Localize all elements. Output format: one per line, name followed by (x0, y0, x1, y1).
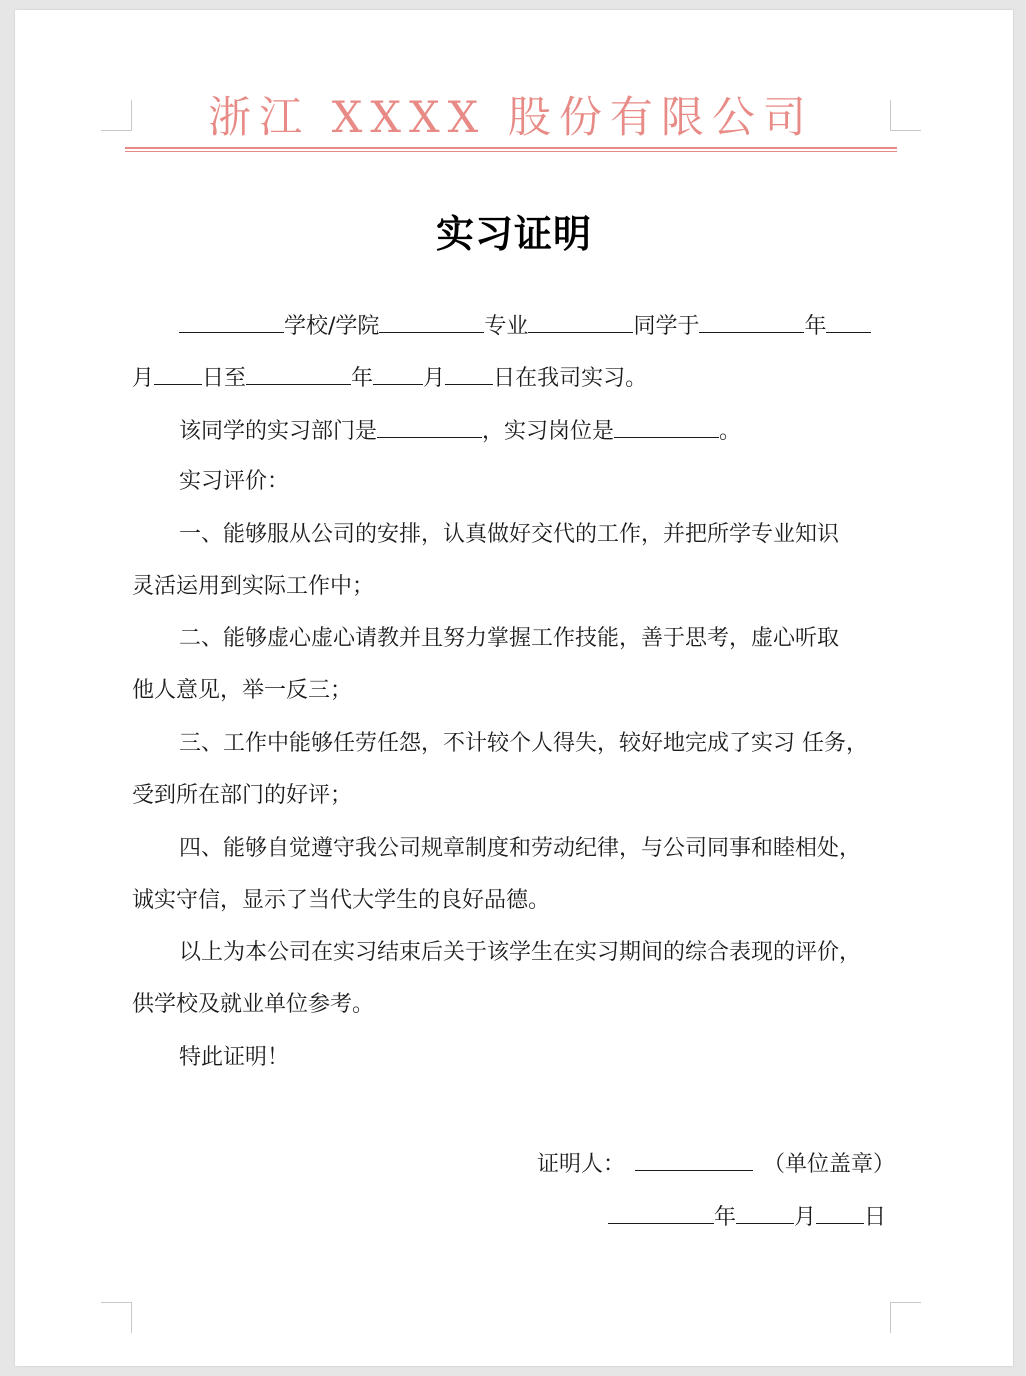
margin-mark-bottom-right (890, 1302, 921, 1333)
letterhead-rule-thick (125, 147, 897, 149)
internship-ending: 日在我司实习。 (493, 366, 648, 391)
dept-label: 该同学的实习部门是 (179, 419, 378, 444)
school-label: 学校/学院 (284, 314, 380, 339)
item-1-line-2: 灵活运用到实际工作中； (132, 574, 375, 599)
paragraph-2-end: 。 (719, 419, 742, 444)
paragraph-1-line-1 (179, 310, 871, 342)
paragraph-1-line-2 (132, 362, 647, 394)
item-3-line-1: 三、工作中能够任劳任怨，不计较个人得失，较好地完成了实习 任务， (179, 731, 868, 756)
item-1-line-1: 一、能够服从公司的安排，认真做好交代的工作，并把所学专业知识 (179, 522, 840, 547)
closing-statement: 特此证明！ (179, 1045, 290, 1070)
start-year-blank[interactable] (699, 310, 804, 333)
item-3-line-2: 受到所在部门的好评； (132, 783, 353, 808)
end-year-blank[interactable] (246, 362, 351, 385)
item-2-line-2: 他人意见，举一反三； (132, 678, 353, 703)
school-blank[interactable] (179, 310, 284, 333)
end-day-blank[interactable] (445, 362, 493, 385)
sign-year-label: 年 (714, 1205, 737, 1230)
day-to-label: 日至 (202, 366, 247, 391)
dept-blank[interactable] (377, 415, 482, 438)
item-4-line-2: 诚实守信，显示了当代大学生的良好品德。 (132, 888, 551, 913)
start-month-label: 月 (132, 366, 155, 391)
end-year-label: 年 (351, 366, 374, 391)
start-day-blank[interactable] (154, 362, 202, 385)
company-letterhead: 浙江 XXXX 股份有限公司 (208, 93, 814, 143)
sign-day-blank[interactable] (816, 1201, 864, 1224)
letterhead-rule-thin (125, 151, 897, 152)
end-month-label: 月 (423, 366, 446, 391)
start-month-blank-part[interactable] (826, 310, 871, 333)
sign-day-label: 日 (864, 1205, 887, 1230)
end-month-blank[interactable] (373, 362, 423, 385)
post-label: ，实习岗位是 (482, 419, 615, 444)
major-blank[interactable] (379, 310, 484, 333)
document-page (15, 10, 1013, 1366)
start-year-label: 年 (804, 314, 827, 339)
item-4-line-1: 四、能够自觉遵守我公司规章制度和劳动纪律，与公司同事和睦相处， (179, 836, 862, 861)
margin-mark-bottom-left (101, 1302, 132, 1333)
sign-month-blank[interactable] (736, 1201, 794, 1224)
summary-line-1: 以上为本公司在实习结束后关于该学生在实习期间的综合表现的评价， (179, 940, 862, 965)
student-label: 同学于 (633, 314, 700, 339)
document-title: 实习证明 (435, 212, 592, 256)
certifier-label: 证明人： (537, 1152, 626, 1177)
post-blank[interactable] (614, 415, 719, 438)
summary-line-2: 供学校及就业单位参考。 (132, 992, 375, 1017)
student-blank[interactable] (528, 310, 633, 333)
seal-note: （单位盖章） (763, 1152, 896, 1177)
signature-date-line (608, 1201, 886, 1233)
signature-line (537, 1148, 895, 1180)
major-label: 专业 (484, 314, 529, 339)
sign-year-blank[interactable] (608, 1201, 714, 1224)
evaluation-heading: 实习评价： (179, 469, 290, 494)
paragraph-2 (179, 415, 741, 447)
item-2-line-1: 二、能够虚心虚心请教并且努力掌握工作技能，善于思考，虚心听取 (179, 626, 840, 651)
sign-month-label: 月 (794, 1205, 817, 1230)
certifier-blank[interactable] (635, 1148, 753, 1171)
